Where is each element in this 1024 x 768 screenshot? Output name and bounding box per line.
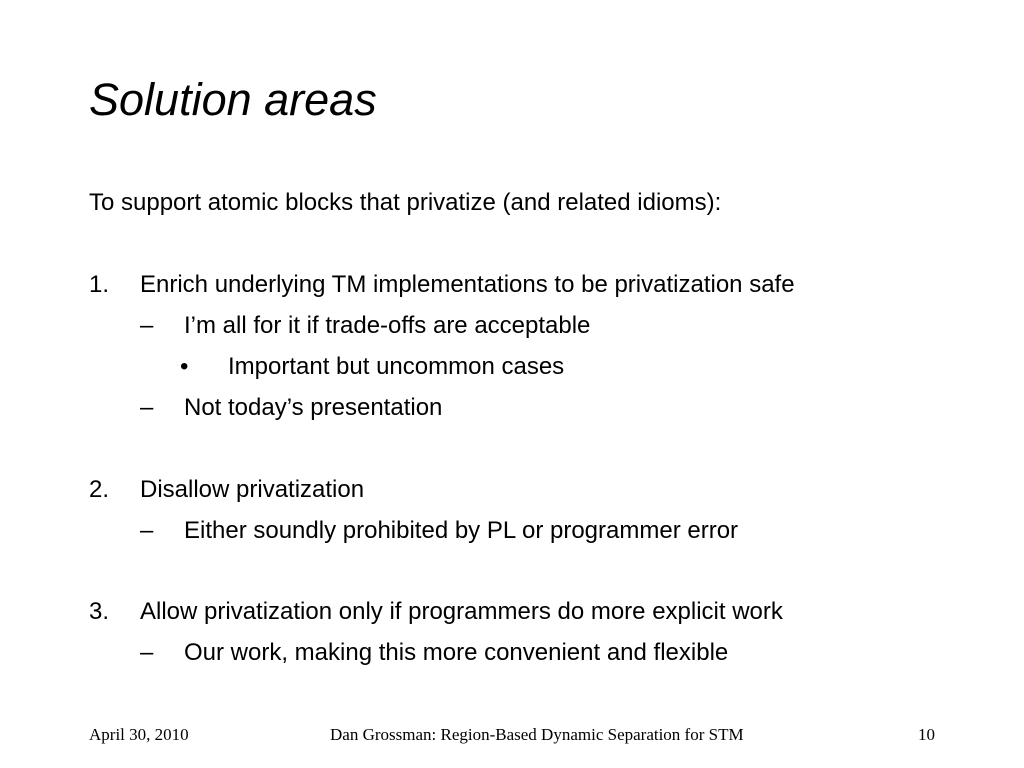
list-item-2-marker: 2. — [89, 476, 110, 503]
list-item-3-marker: 3. — [89, 598, 110, 625]
list-subitem-1-1-marker: – — [140, 312, 154, 339]
list-subitem-1-1-text: I’m all for it if trade-offs are acceptable — [184, 312, 591, 339]
list-item-2-text: Disallow privatization — [140, 476, 365, 503]
list-subsubitem-1-1-1-marker: • — [180, 353, 189, 380]
list-subsubitem-1-1-1-text: Important but uncommon cases — [228, 353, 565, 380]
slide-title: Solution areas — [89, 74, 377, 125]
footer-title: Dan Grossman: Region-Based Dynamic Separation for STM — [330, 725, 744, 744]
list-item-3-text: Allow privatization only if programmers do more explicit work — [140, 598, 783, 625]
list-subitem-3-1-text: Our work, making this more convenient and flexible — [184, 639, 729, 666]
list-subitem-2-1-marker: – — [140, 517, 154, 544]
footer-page-number: 10 — [918, 725, 935, 744]
intro-text: To support atomic blocks that privatize (and related idioms): — [89, 189, 722, 216]
list-item-1-marker: 1. — [89, 271, 110, 298]
list-subitem-2-1-text: Either soundly prohibited by PL or programmer error — [184, 517, 739, 544]
footer-date: April 30, 2010 — [89, 725, 189, 744]
list-subitem-3-1-marker: – — [140, 639, 154, 666]
list-subitem-1-2-marker: – — [140, 394, 154, 421]
list-subitem-1-2-text: Not today’s presentation — [184, 394, 443, 421]
list-item-1-text: Enrich underlying TM implementations to be privatization safe — [140, 271, 795, 298]
